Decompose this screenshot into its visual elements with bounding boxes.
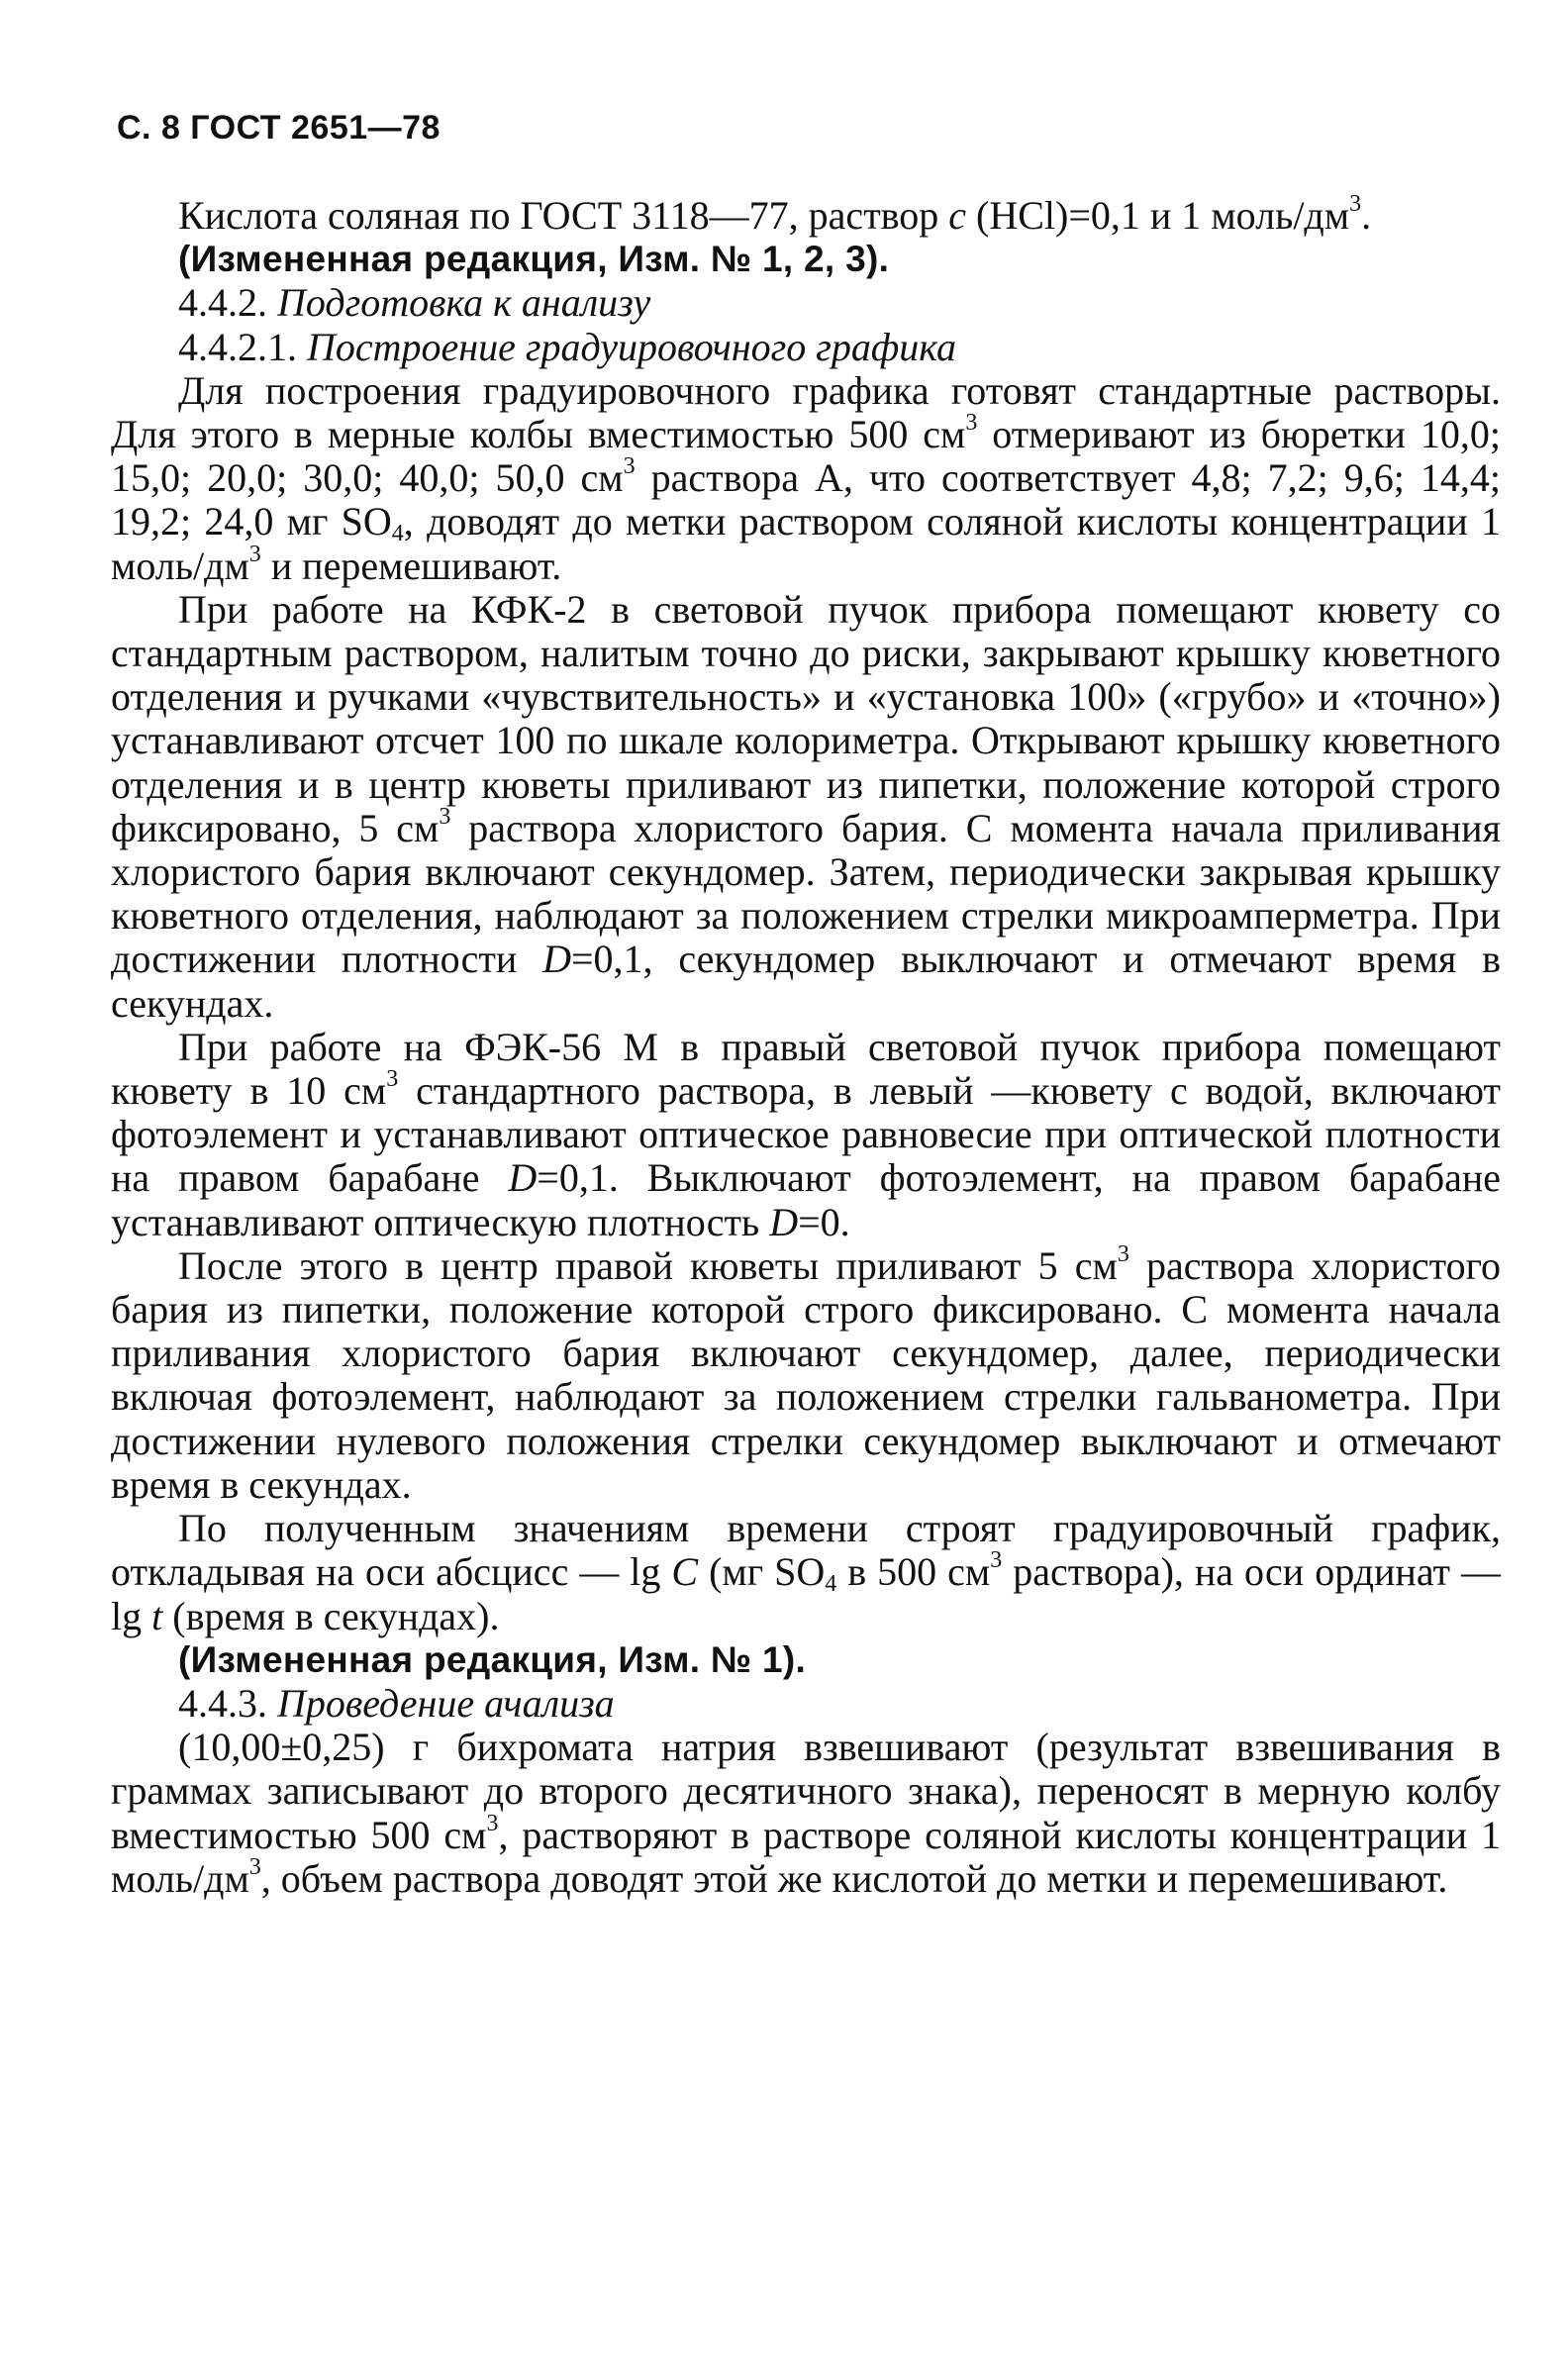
section-number: 4.4.2. [178, 280, 277, 326]
text-run: раствора хлористого бария. С момента начала приливания хлористого бария включают секундомер. Затем, периодически закрывая крышку кюветного отделения, наблюдают за положением стрелки микроамперметра. При достижении плотности [111, 805, 1501, 982]
text-run: отмеривают из бюретки 10,0; 15,0; 20,0; 30,0; 40,0; 50,0 см [111, 412, 1501, 501]
section-heading-4-4-2-1 [111, 326, 1501, 369]
superscript: 3 [623, 453, 636, 480]
superscript: 3 [990, 1547, 1003, 1574]
section-number: 4.4.3. [178, 1680, 277, 1726]
superscript: 3 [1349, 191, 1362, 217]
text-run: Кислота соляная по ГОСТ 3118—77, раствор [178, 193, 949, 238]
text-run: раствора А, что соответствует 4,8; 7,2; 9,6; 14,4; 19,2; 24,0 мг SO [111, 455, 1501, 544]
text-run: , объем раствора доводят этой же кислотой до метки и перемешивают. [260, 1855, 1448, 1901]
section-number: 4.4.2.1. [178, 324, 307, 369]
text-run: =0. [798, 1199, 850, 1244]
text-run: =0,1, секундомер выключают и отмечают время в секундах. [111, 937, 1501, 1026]
text-run: стандартного раствора, в левый —кювету с водой, включают фотоэлемент и устанавливают оптическое равновесие при оптической плотности на правом барабане [111, 1068, 1501, 1201]
text-run: раствора), на оси ординат — lg [111, 1549, 1502, 1638]
superscript: 3 [965, 410, 978, 437]
superscript: 3 [386, 1066, 399, 1093]
paragraph-standard-solutions [111, 369, 1501, 588]
text-run: с [948, 193, 967, 238]
paragraph-calibration-graph [111, 1507, 1501, 1638]
document-body [111, 191, 1502, 1901]
amendment-note: (Измененная редакция, Изм. № 1, 2, 3). [178, 239, 890, 280]
text-run: Для построения градуировочного графика готовят стандартные растворы. Для этого в мерные колбы вместимостью 500 см [111, 367, 1501, 457]
text-run: , доводят до метки раствором соляной кислоты концентрации 1 моль/дм [111, 499, 1502, 588]
text-run: и перемешивают. [260, 543, 562, 588]
symbol: D [508, 1155, 538, 1201]
section-title: Подготовка к анализу [277, 280, 651, 326]
text-run: (10,00±0,25) г бихромата натрия взвешивают (результат взвешивания в граммах записывают до второго десятичного знака), переносят в мерную колбу вместимостью 500 см [111, 1725, 1501, 1857]
text-run: =0,1. Выключают фотоэлемент, на правом барабане устанавливают оптическую плотность [111, 1155, 1501, 1244]
superscript: 3 [486, 1810, 499, 1836]
text-run: (мг SO [698, 1549, 826, 1595]
section-heading-4-4-2 [111, 281, 1501, 325]
paragraph-reagent [111, 191, 1501, 238]
text-run: (время в секундах). [162, 1593, 500, 1638]
text-run: . [1361, 193, 1372, 238]
paragraph-analysis [111, 1726, 1501, 1901]
superscript: 3 [1117, 1240, 1129, 1267]
paragraph-kfk2 [111, 588, 1501, 1026]
section-heading-4-4-3 [111, 1682, 1501, 1726]
symbol: D [542, 937, 571, 982]
amendment-note: (Измененная редакция, Изм. № 1). [178, 1638, 807, 1680]
section-title: Проведение ачализа [277, 1680, 615, 1726]
section-title: Построение градуировочного графика [307, 324, 956, 369]
superscript: 3 [248, 541, 261, 567]
text-run: (НСl)=0,1 и 1 моль/дм [966, 193, 1350, 238]
paragraph-barium-chloride [111, 1240, 1501, 1507]
superscript: 3 [248, 1853, 261, 1880]
text-run: При работе на КФК-2 в световой пучок прибора помещают кювету со стандартным раствором, налитым точно до риски, закрывают крышку кюветного отделения и ручками «чувствительность» и «установка 100» («грубо» и «точно») устанавливают отсчет 100 по шкале колориметра. Открывают крышку кюветного отделения и в центр кюветы приливают из пипетки, положение которой строго фиксировано, 5 см [111, 586, 1501, 850]
text-run: , растворяют в растворе соляной кислоты концентрации 1 моль/дм [111, 1812, 1502, 1901]
symbol: C [671, 1549, 699, 1595]
text-run: После этого в центр правой кюветы приливают 5 см [178, 1242, 1118, 1288]
text-run: По полученным значениям времени строят градуировочный график, откладывая на оси абсцисс — lg [111, 1506, 1501, 1595]
superscript: 3 [439, 803, 451, 830]
symbol: t [151, 1593, 163, 1638]
text-run: При работе на ФЭК-56 М в правый световой пучок прибора помещают кювету в 10 см [111, 1024, 1501, 1114]
symbol: D [769, 1199, 799, 1244]
text-run: раствора хлористого бария из пипетки, положение которой строго фиксировано. С момента начала приливания хлористого бария включают секундомер, далее, периодически включая фотоэлемент, наблюдают за положением стрелки гальванометра. При достижении нулевого положения стрелки секундомер выключают и отмечают время в секундах. [111, 1242, 1501, 1507]
subscript: 4 [825, 1571, 837, 1598]
paragraph-fek56m [111, 1026, 1501, 1244]
running-head: С. 8 ГОСТ 2651—78 [117, 109, 441, 147]
subscript: 4 [391, 521, 404, 547]
text-run: в 500 см [836, 1549, 991, 1595]
